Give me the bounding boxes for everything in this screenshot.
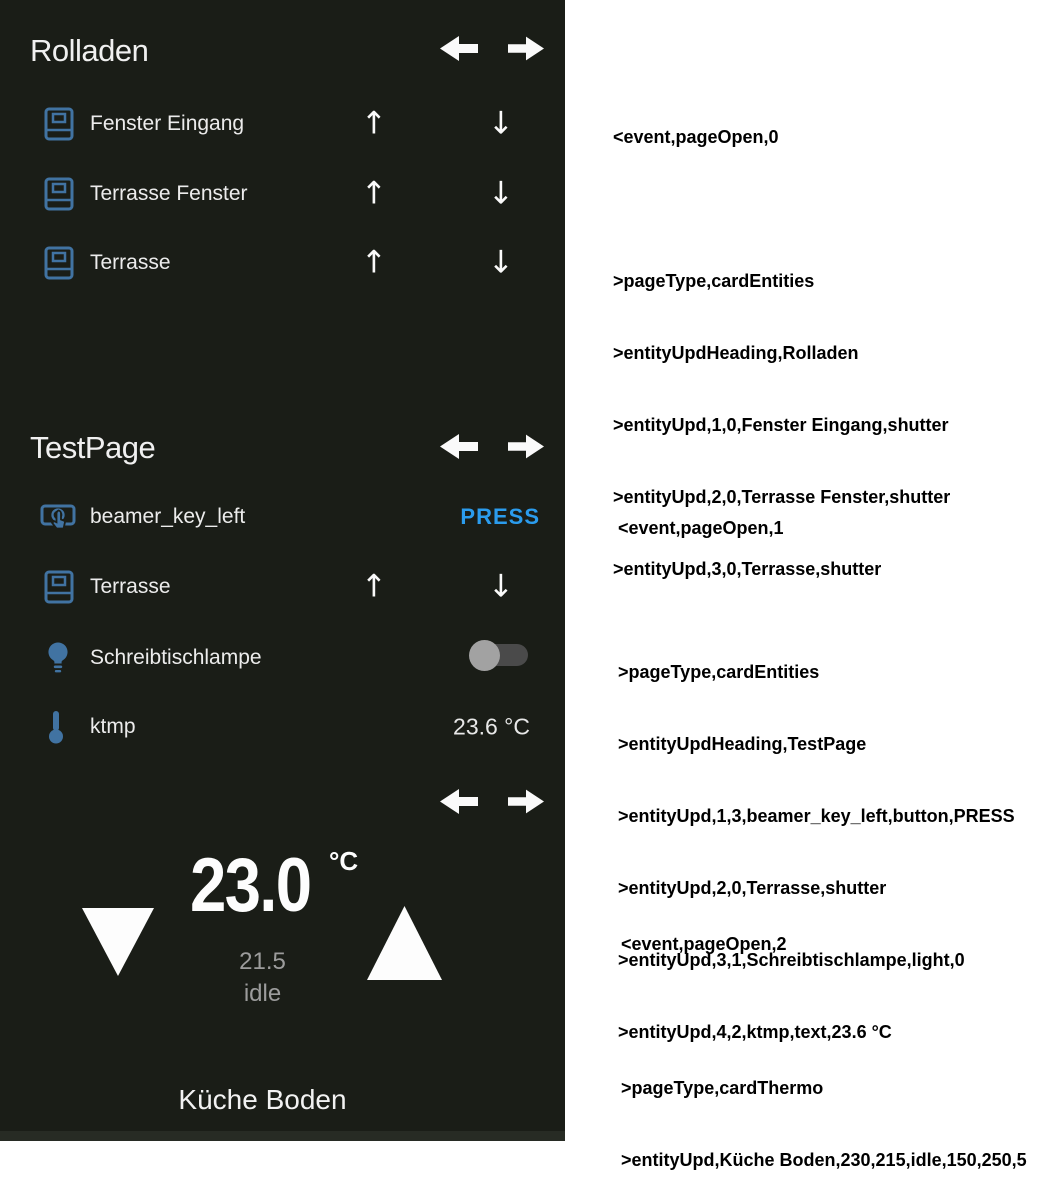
- page-title-testpage: TestPage: [30, 430, 156, 465]
- lightbulb-icon: [45, 641, 71, 675]
- log-line: <event,pageOpen,2: [621, 934, 787, 954]
- arrow-left-icon: [440, 34, 478, 63]
- log-line: <event,pageOpen,0: [613, 127, 779, 147]
- entity-label: beamer_key_left: [90, 505, 246, 528]
- temperature-value: 23.6 °C: [453, 713, 530, 740]
- entity-row: [0, 705, 565, 749]
- setpoint-value: 21.5: [239, 948, 286, 975]
- shutter-down-button[interactable]: ↓: [488, 244, 514, 281]
- thermostat-name: Küche Boden: [178, 1084, 347, 1115]
- log-line: >entityUpd,2,0,Terrasse,shutter: [618, 878, 887, 898]
- log-line: >entityUpd,3,1,Schreibtischlampe,light,0: [618, 950, 965, 970]
- shutter-up-button[interactable]: ↑: [361, 568, 387, 605]
- gesture-tap-button-icon: [40, 501, 76, 533]
- shutter-down-button[interactable]: ↓: [488, 175, 514, 212]
- log-line: [621, 1004, 1027, 1028]
- log-line: >entityUpd,1,0,Fenster Eingang,shutter: [613, 415, 949, 435]
- nav-next-button[interactable]: [507, 432, 545, 461]
- page-title-rolladen: Rolladen: [30, 33, 149, 68]
- log-line: >entityUpd,1,3,beamer_key_left,button,PRESS: [618, 806, 1015, 826]
- entity-label: Terrasse Fenster: [90, 182, 248, 205]
- shutter-up-button[interactable]: ↑: [361, 105, 387, 142]
- arrow-right-icon: [508, 787, 544, 816]
- entity-label: Schreibtischlampe: [90, 646, 262, 669]
- arrow-left-icon: [440, 787, 478, 816]
- shutter-up-button[interactable]: ↑: [361, 244, 387, 281]
- entity-label: Fenster Eingang: [90, 112, 245, 135]
- window-shutter-icon: [44, 570, 74, 604]
- log-line: [613, 197, 950, 221]
- nav-next-button[interactable]: [507, 787, 545, 816]
- entity-row: [0, 495, 565, 539]
- arrow-left-icon: [440, 432, 478, 461]
- panel-bottom-strip: [0, 1131, 565, 1141]
- shutter-up-button[interactable]: ↑: [361, 175, 387, 212]
- shutter-stop-button[interactable]: [428, 185, 446, 203]
- log-line: >entityUpd,Küche Boden,230,215,idle,150,250,5: [621, 1150, 1027, 1170]
- press-button[interactable]: PRESS: [460, 504, 540, 529]
- nav-prev-button[interactable]: [440, 34, 478, 63]
- window-shutter-icon: [44, 177, 74, 211]
- log-line: >pageType,cardThermo: [621, 1078, 824, 1098]
- shutter-stop-button[interactable]: [428, 578, 446, 596]
- nav-prev-button[interactable]: [440, 432, 478, 461]
- log-line: >entityUpd,4,2,ktmp,text,23.6 °C: [618, 1022, 892, 1042]
- arrow-right-icon: [508, 432, 544, 461]
- serial-log-block-page2: [621, 884, 1027, 1196]
- toggle-knob: [469, 640, 500, 671]
- entity-label: ktmp: [90, 715, 136, 738]
- temperature-unit: °C: [329, 846, 359, 876]
- log-line: [618, 588, 1015, 612]
- light-toggle-switch[interactable]: [469, 639, 528, 671]
- log-line: >entityUpd,2,0,Terrasse Fenster,shutter: [613, 487, 951, 507]
- log-line: >entityUpd,3,0,Terrasse,shutter: [613, 559, 882, 579]
- log-line: >pageType,cardEntities: [613, 271, 815, 291]
- current-temperature: 23.0: [190, 843, 311, 928]
- entity-row: [0, 102, 565, 146]
- shutter-stop-button[interactable]: [428, 115, 446, 133]
- nav-prev-button[interactable]: [440, 787, 478, 816]
- shutter-stop-button[interactable]: [428, 254, 446, 272]
- entity-row: [0, 565, 565, 609]
- log-line: >entityUpdHeading,Rolladen: [613, 343, 859, 363]
- window-shutter-icon: [44, 246, 74, 280]
- hvac-state: idle: [243, 980, 282, 1007]
- shutter-down-button[interactable]: ↓: [488, 568, 514, 605]
- entity-row: [0, 172, 565, 216]
- arrow-right-icon: [508, 34, 544, 63]
- entity-label: Terrasse: [90, 251, 171, 274]
- log-line: >pageType,cardEntities: [618, 662, 820, 682]
- window-shutter-icon: [44, 107, 74, 141]
- log-line: <event,pageOpen,1: [618, 518, 784, 538]
- thermometer-icon: [48, 709, 64, 745]
- log-line: >entityUpdHeading,TestPage: [618, 734, 867, 754]
- entity-label: Terrasse: [90, 575, 171, 598]
- entity-row: [0, 241, 565, 285]
- nav-next-button[interactable]: [507, 34, 545, 63]
- shutter-down-button[interactable]: ↓: [488, 105, 514, 142]
